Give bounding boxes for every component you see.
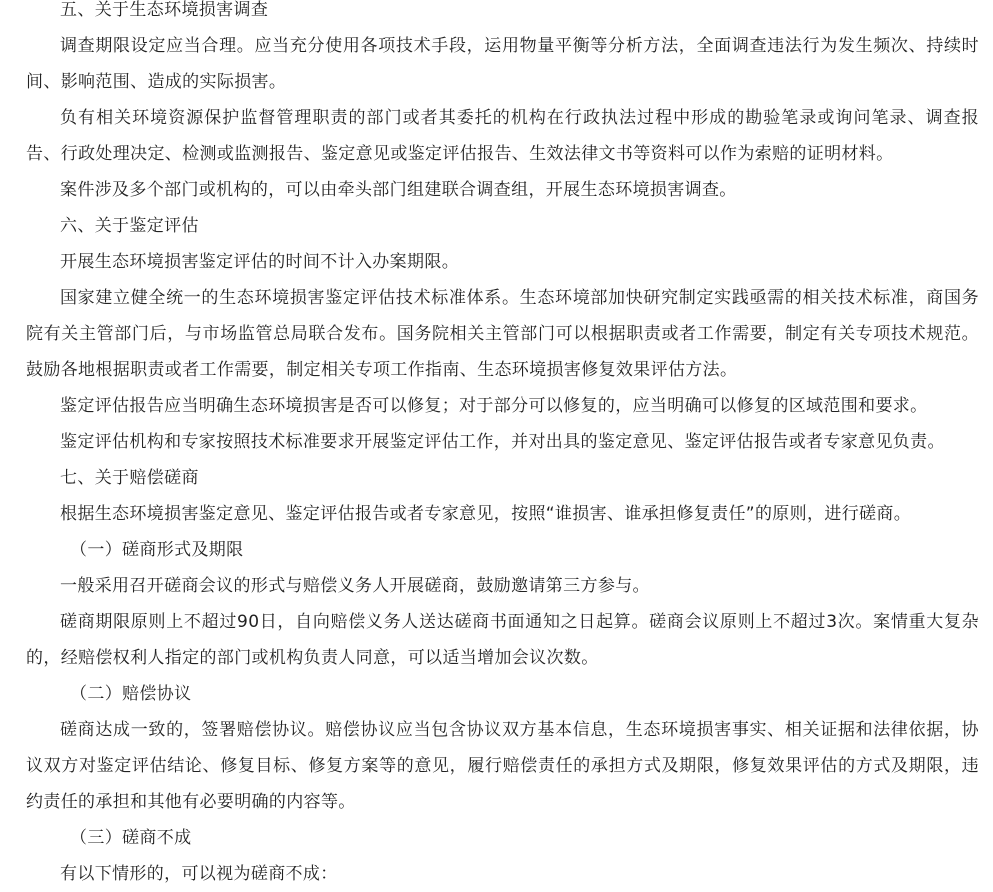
section-6-paragraph-2: 国家建立健全统一的生态环境损害鉴定评估技术标准体系。生态环境部加快研究制定实践亟需的相关技术标准，商国务院有关主管部门后，与市场监管总局联合发布。国务院相关主管部门可以根据职责或者工作需要，制定有关专项技术规范。鼓励各地根据职责或者工作需要，制定相关专项工作指南、生态环境损害修复效果评估方法。 <box>26 288 979 380</box>
section-5-paragraph-2: 负有相关环境资源保护监督管理职责的部门或者其委托的机构在行政执法过程中形成的勘验笔录或询问笔录、调查报告、行政处理决定、检测或监测报告、鉴定意见或鉴定评估报告、生效法律文书等资料可以作为索赔的证明材料。 <box>26 108 979 164</box>
subsection-1-paragraph-2: 磋商期限原则上不超过90日，自向赔偿义务人送达磋商书面通知之日起算。磋商会议原则上不超过3次。案情重大复杂的，经赔偿权利人指定的部门或机构负责人同意，可以适当增加会议次数。 <box>26 612 979 668</box>
section-6-paragraph-1: 开展生态环境损害鉴定评估的时间不计入办案期限。 <box>60 252 460 272</box>
section-5-paragraph-1: 调查期限设定应当合理。应当充分使用各项技术手段，运用物量平衡等分析方法，全面调查违法行为发生频次、持续时间、影响范围、造成的实际损害。 <box>26 36 979 92</box>
section-6-paragraph-4: 鉴定评估机构和专家按照技术标准要求开展鉴定评估工作，并对出具的鉴定意见、鉴定评估报告或者专家意见负责。 <box>60 432 945 452</box>
subsection-3-heading: （三）磋商不成 <box>70 828 192 848</box>
section-7-paragraph-1: 根据生态环境损害鉴定意见、鉴定评估报告或者专家意见，按照“谁损害、谁承担修复责任”的原则，进行磋商。 <box>60 504 912 524</box>
subsection-1-heading: （一）磋商形式及期限 <box>70 540 244 560</box>
subsection-2-paragraph-1: 磋商达成一致的，签署赔偿协议。赔偿协议应当包含协议双方基本信息，生态环境损害事实、相关证据和法律依据，协议双方对鉴定评估结论、修复目标、修复方案等的意见，履行赔偿责任的承担方式及期限，修复效果评估的方式及期限，违约责任的承担和其他有必要明确的内容等。 <box>26 720 979 812</box>
section-6-paragraph-3: 鉴定评估报告应当明确生态环境损害是否可以修复；对于部分可以修复的，应当明确可以修复的区域范围和要求。 <box>60 396 928 416</box>
section-5-heading: 五、关于生态环境损害调查 <box>60 0 269 20</box>
subsection-1-paragraph-1: 一般采用召开磋商会议的形式与赔偿义务人开展磋商，鼓励邀请第三方参与。 <box>60 576 650 596</box>
section-7-heading: 七、关于赔偿磋商 <box>60 468 199 488</box>
section-5-paragraph-3: 案件涉及多个部门或机构的，可以由牵头部门组建联合调查组，开展生态环境损害调查。 <box>60 180 737 200</box>
subsection-3-paragraph-1: 有以下情形的，可以视为磋商不成： <box>60 864 338 884</box>
section-6-heading: 六、关于鉴定评估 <box>60 216 199 236</box>
subsection-2-heading: （二）赔偿协议 <box>70 684 192 704</box>
